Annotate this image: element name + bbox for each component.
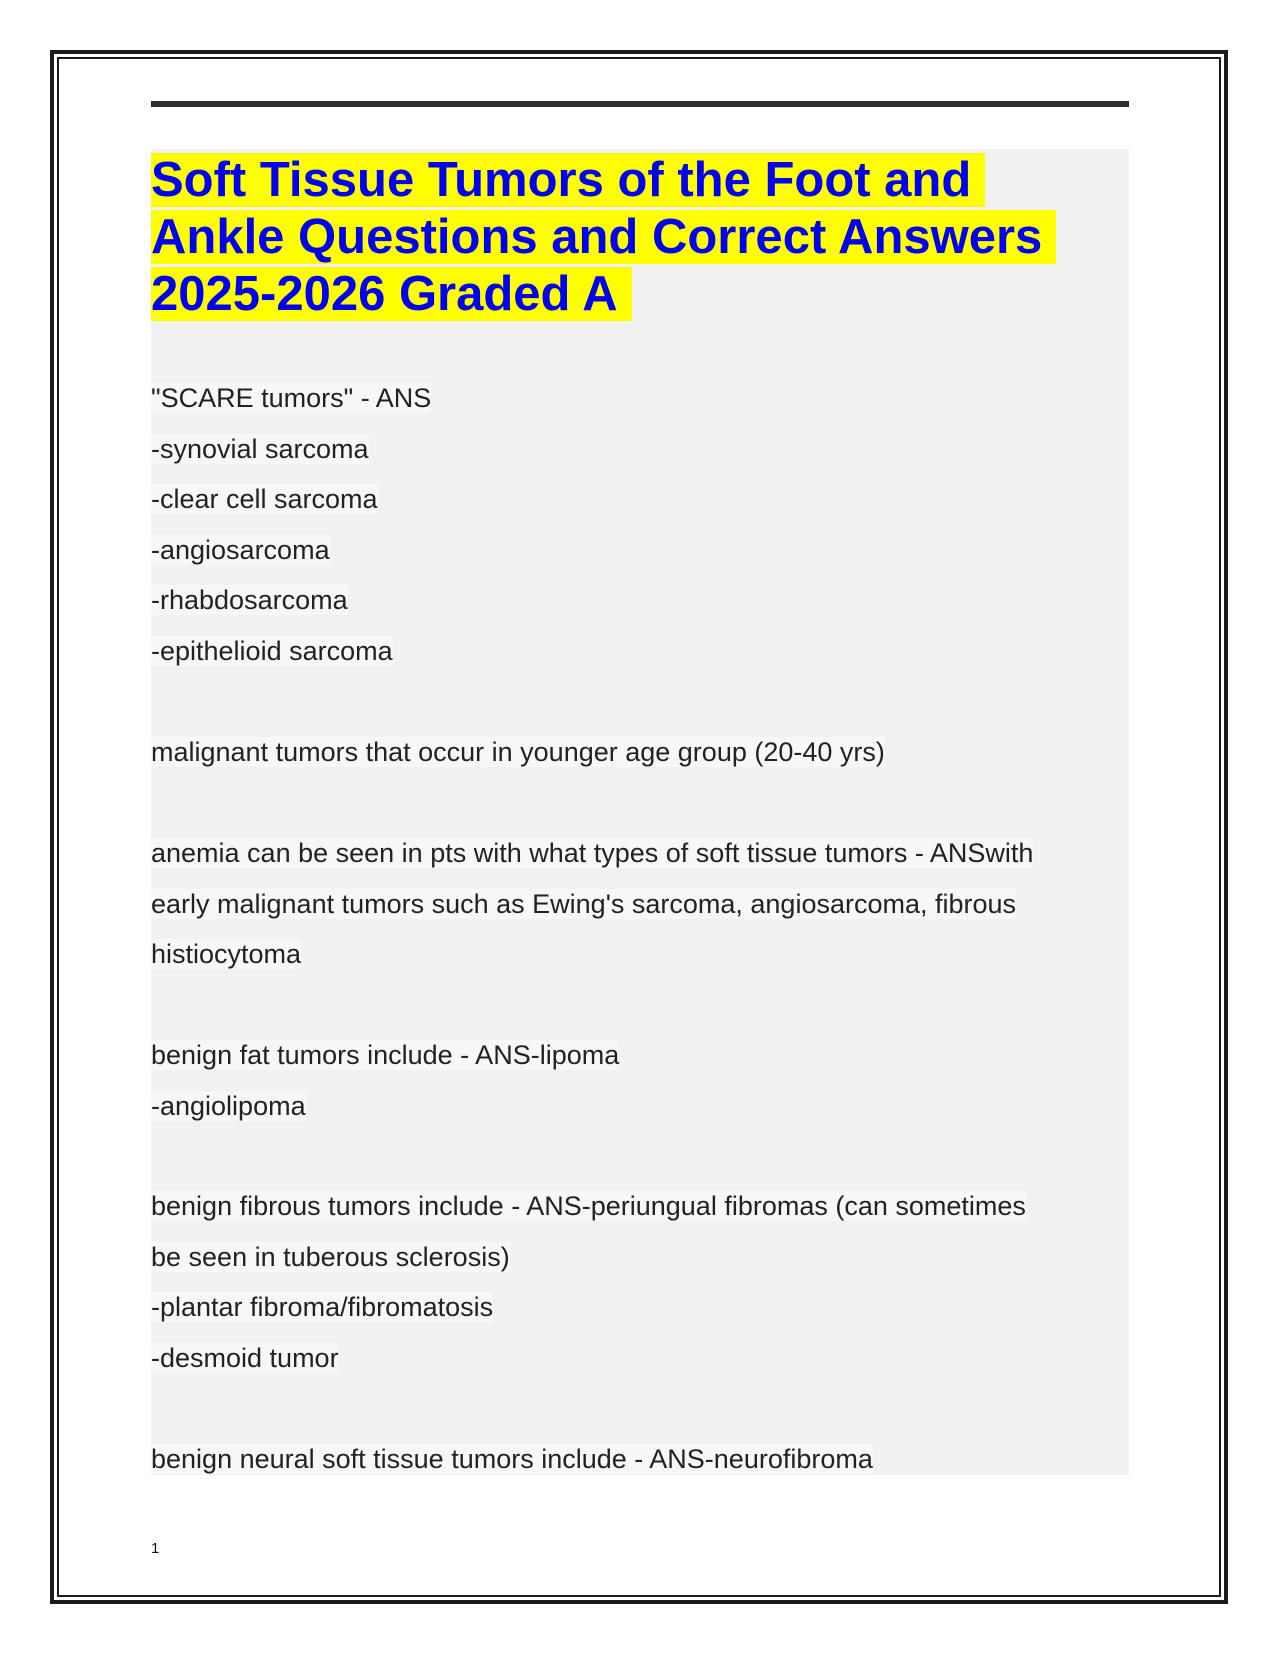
text-line: -clear cell sarcoma xyxy=(151,484,378,514)
text-line: -angiosarcoma xyxy=(151,534,330,565)
page-number: 1 xyxy=(151,1540,160,1557)
text-line: malignant tumors that occur in younger age group (20-40 yrs) xyxy=(151,736,885,767)
text-line: benign fat tumors include - ANS-lipoma xyxy=(151,1040,620,1070)
text-line: -rhabdosarcoma xyxy=(151,585,348,615)
title-line-3: 2025-2026 Graded A xyxy=(151,267,632,321)
text-line: anemia can be seen in pts with what types of soft tissue tumors - ANSwith xyxy=(151,838,1034,868)
text-line: histiocytoma xyxy=(151,939,302,969)
title-line-2: Ankle Questions and Correct Answers xyxy=(151,210,1056,264)
text-line: -angiolipoma xyxy=(151,1090,306,1121)
text-line: be seen in tuberous sclerosis) xyxy=(151,1241,510,1272)
text-line: -synovial sarcoma xyxy=(151,433,369,464)
text-line: -plantar fibroma/fibromatosis xyxy=(151,1292,494,1322)
text-line: -epithelioid sarcoma xyxy=(151,635,393,666)
text-line: "SCARE tumors" - ANS xyxy=(151,383,432,413)
text-line: -desmoid tumor xyxy=(151,1342,339,1373)
qa-block-anemia xyxy=(151,828,1129,980)
text-line: benign fibrous tumors include - ANS-periungual fibromas (can sometimes xyxy=(151,1191,1026,1221)
header-rule xyxy=(151,101,1129,107)
qa-block-scare-tumors xyxy=(151,373,1129,777)
text-line: benign neural soft tissue tumors include - ANS-neurofibroma xyxy=(151,1444,873,1474)
title-line-1: Soft Tissue Tumors of the Foot and xyxy=(151,153,985,207)
qa-block-benign-neural xyxy=(151,1434,1129,1485)
qa-block-benign-fibrous xyxy=(151,1181,1129,1383)
text-line: early malignant tumors such as Ewing's sarcoma, angiosarcoma, fibrous xyxy=(151,888,1017,919)
document-title xyxy=(151,152,1129,323)
blank-line xyxy=(151,676,1129,727)
qa-block-benign-fat xyxy=(151,1030,1129,1131)
